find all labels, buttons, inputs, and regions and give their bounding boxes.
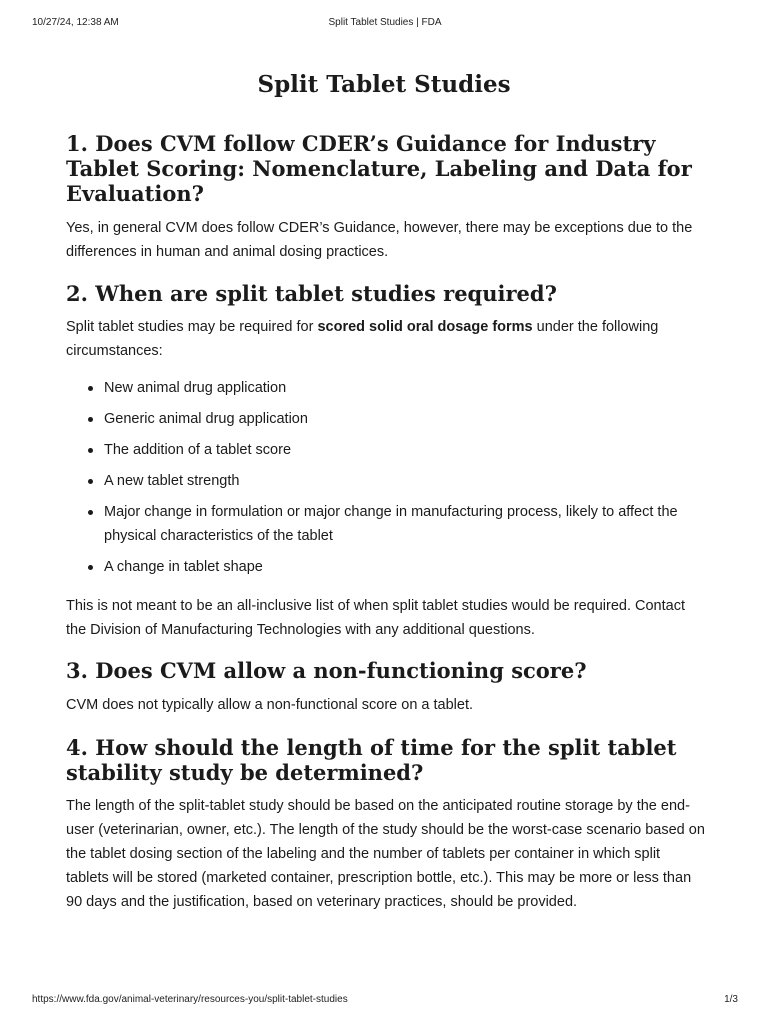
print-page-title: Split Tablet Studies | FDA (328, 17, 442, 28)
print-url: https://www.fda.gov/animal-veterinary/resources-you/split-tablet-studies (32, 994, 348, 1005)
list-item (66, 500, 706, 548)
list-item (66, 555, 706, 579)
question-2-heading: 2. When are split tablet studies required? (66, 281, 557, 306)
list-item-text: Generic animal drug application (104, 411, 308, 427)
question-4-heading: 4. How should the length of time for the split tablet stability study be determined? (66, 735, 677, 785)
question-1-answer: Yes, in general CVM does follow CDER’s Guidance, however, there may be exceptions due to the differences in human and animal dosing practices. (66, 220, 693, 260)
list-item-text: Major change in formulation or major change in manufacturing process, likely to affect the physical characteristics of the tablet (104, 504, 678, 544)
list-item (66, 469, 706, 493)
list-item (66, 407, 706, 431)
bullet-icon (88, 510, 93, 515)
bullet-icon (88, 565, 93, 570)
intro-text-after: under the following circumstances: (66, 319, 659, 359)
list-item-text: New animal drug application (104, 380, 287, 396)
question-1-heading: 1. Does CVM follow CDER’s Guidance for Industry Tablet Scoring: Nomenclature, Labeling and Data for Evaluation? (66, 131, 692, 206)
list-item-text: A change in tablet shape (104, 559, 263, 575)
question-2-outro: This is not meant to be an all-inclusive list of when split tablet studies would be required. Contact the Division of Manufacturing Technologies with any additional questions. (66, 598, 685, 638)
print-header (32, 17, 738, 31)
page-title: Split Tablet Studies (257, 71, 511, 98)
print-footer (32, 994, 738, 1008)
print-timestamp: 10/27/24, 12:38 AM (32, 17, 119, 28)
circumstances-list (66, 376, 706, 586)
intro-text-bold: scored solid oral dosage forms (317, 319, 533, 335)
question-4-answer: The length of the split-tablet study should be based on the anticipated routine storage by the end-user (veterinarian, owner, etc.). The length of the study should be the worst-case scenario based on the tablet dosing section of the labeling and the number of tablets per container in which split tablets will be stored (marketed container, prescription bottle, etc.). This may be more or less than 90 days and the justification, based on veterinary practices, should be provided. (66, 798, 705, 910)
page-number: 1/3 (724, 994, 738, 1005)
bullet-icon (88, 479, 93, 484)
bullet-icon (88, 386, 93, 391)
intro-text-before: Split tablet studies may be required for (66, 319, 318, 335)
list-item-text: The addition of a tablet score (104, 442, 292, 458)
question-3-answer: CVM does not typically allow a non-functional score on a tablet. (66, 697, 474, 713)
question-3-heading: 3. Does CVM allow a non-functioning score? (66, 658, 587, 683)
list-item (66, 438, 706, 462)
list-item (66, 376, 706, 400)
bullet-icon (88, 417, 93, 422)
list-item-text: A new tablet strength (104, 473, 240, 489)
question-2-intro (66, 315, 706, 363)
bullet-icon (88, 448, 93, 453)
